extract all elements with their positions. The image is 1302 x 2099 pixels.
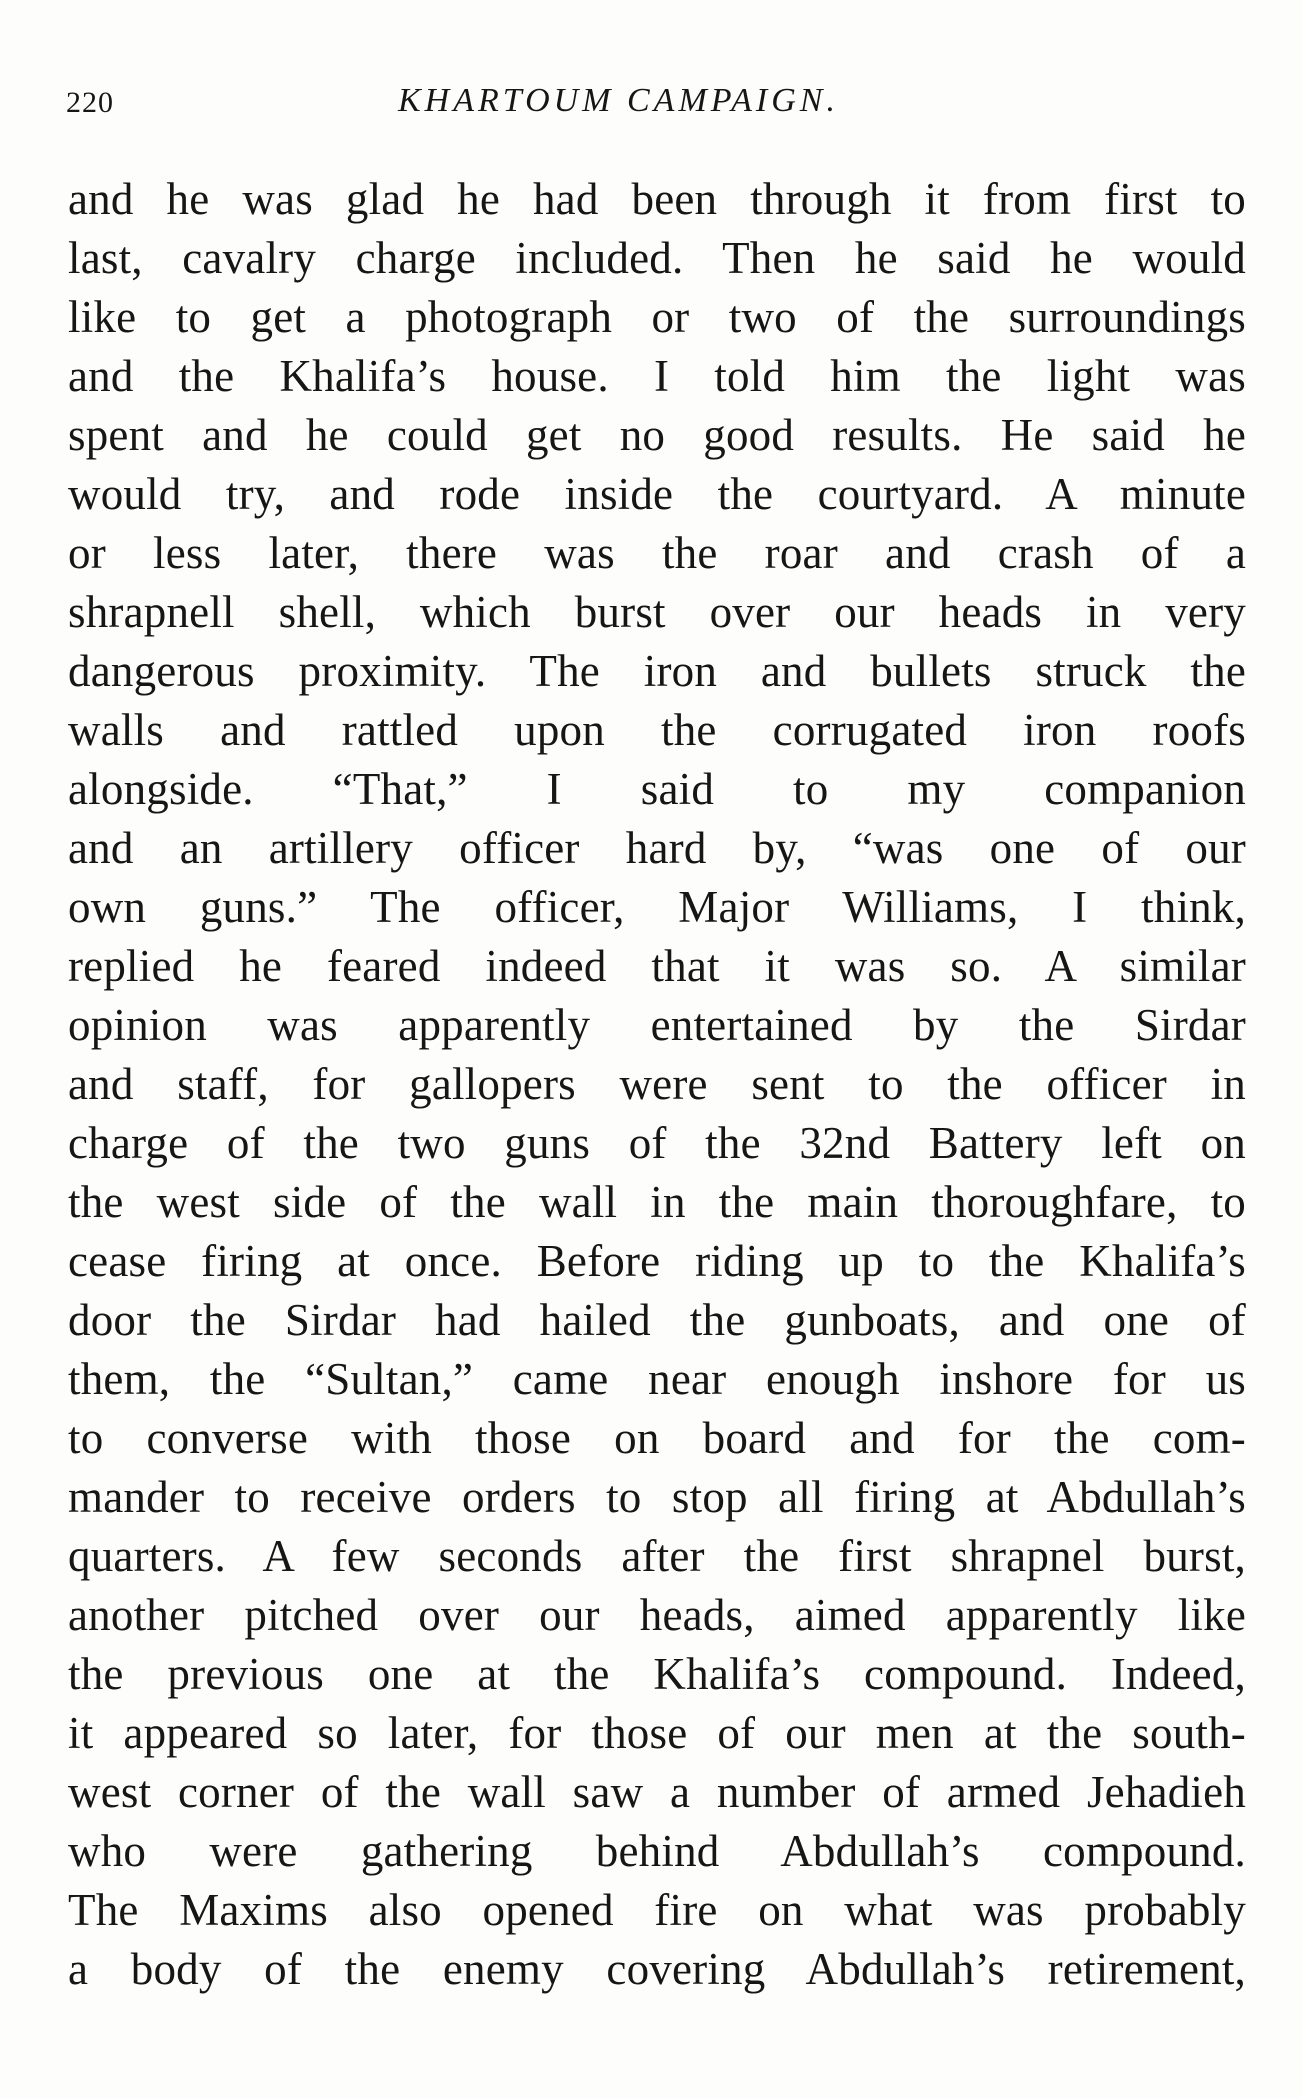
text-line: and the Khalifa’s house. I told him the light was (68, 351, 1246, 401)
text-line: replied he feared indeed that it was so. A similar (68, 941, 1246, 991)
text-line: opinion was apparently entertained by the Sirdar (68, 1000, 1246, 1050)
text-line: alongside. “That,” I said to my companion (68, 764, 1246, 814)
text-line: a body of the enemy covering Abdullah’s retirement, (68, 1944, 1246, 1994)
text-line: like to get a photograph or two of the surroundings (68, 292, 1246, 342)
text-line: shrapnell shell, which burst over our heads in very (68, 587, 1246, 637)
text-line: quarters. A few seconds after the first shrapnel burst, (68, 1531, 1246, 1581)
text-line: to converse with those on board and for the com- (68, 1413, 1246, 1463)
text-line: west corner of the wall saw a number of armed Jehadieh (68, 1767, 1246, 1817)
text-line: cease firing at once. Before riding up to the Khalifa’s (68, 1236, 1246, 1286)
text-line: spent and he could get no good results. He said he (68, 410, 1246, 460)
text-line: or less later, there was the roar and crash of a (68, 528, 1246, 578)
running-head (66, 78, 1246, 128)
page-number: 220 (66, 86, 114, 119)
text-line: charge of the two guns of the 32nd Battery left on (68, 1118, 1246, 1168)
text-line: walls and rattled upon the corrugated iron roofs (68, 705, 1246, 755)
text-line: the west side of the wall in the main thoroughfare, to (68, 1177, 1246, 1227)
text-line: another pitched over our heads, aimed apparently like (68, 1590, 1246, 1640)
text-line: and an artillery officer hard by, “was one of our (68, 823, 1246, 873)
text-line: the previous one at the Khalifa’s compound. Indeed, (68, 1649, 1246, 1699)
text-line: and he was glad he had been through it from first to (68, 174, 1246, 224)
text-line: would try, and rode inside the courtyard. A minute (68, 469, 1246, 519)
text-line: it appeared so later, for those of our men at the south- (68, 1708, 1246, 1758)
running-title: KHARTOUM CAMPAIGN. (398, 82, 839, 119)
text-line: The Maxims also opened fire on what was probably (68, 1885, 1246, 1935)
text-line: dangerous proximity. The iron and bullets struck the (68, 646, 1246, 696)
text-line: them, the “Sultan,” came near enough inshore for us (68, 1354, 1246, 1404)
text-line: own guns.” The officer, Major Williams, I think, (68, 882, 1246, 932)
text-line: last, cavalry charge included. Then he said he would (68, 233, 1246, 283)
body-text (68, 170, 1246, 1999)
text-line: who were gathering behind Abdullah’s compound. (68, 1826, 1246, 1876)
text-line: door the Sirdar had hailed the gunboats, and one of (68, 1295, 1246, 1345)
text-line: mander to receive orders to stop all firing at Abdullah’s (68, 1472, 1246, 1522)
text-line: and staff, for gallopers were sent to the officer in (68, 1059, 1246, 1109)
